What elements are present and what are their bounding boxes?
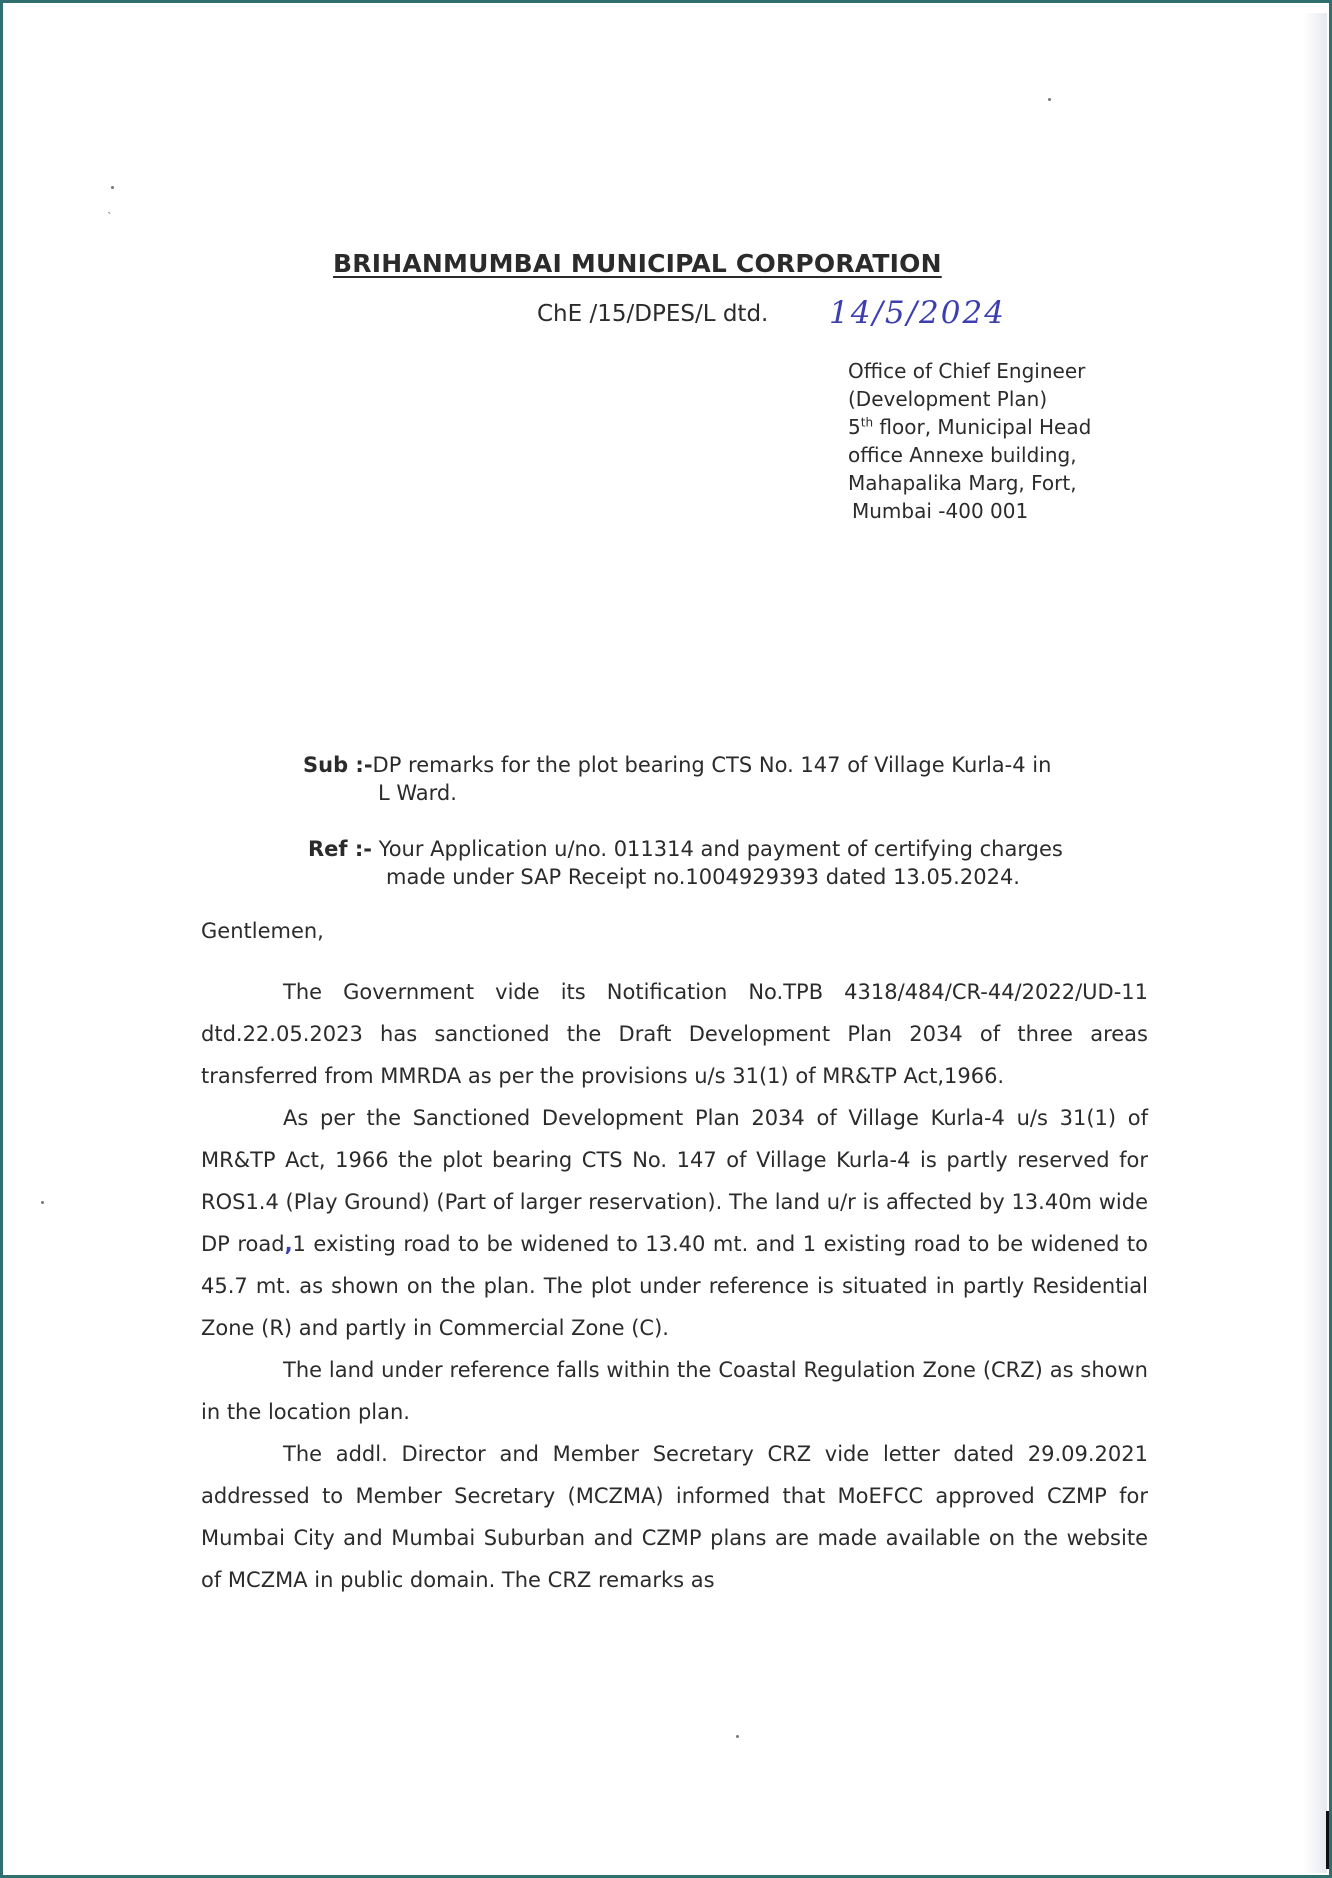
scan-speck: [111, 186, 114, 189]
scan-speck: [1048, 98, 1051, 101]
letter-body: [201, 971, 1148, 1601]
paragraph-reservation: [201, 1097, 1148, 1349]
address-line: Mahapalika Marg, Fort,: [848, 471, 1077, 495]
address-line: Office of Chief Engineer: [848, 359, 1086, 383]
scan-edge-shadow: [1303, 13, 1327, 1873]
subject-text: DP remarks for the plot bearing CTS No. 147 of Village Kurla-4 in: [372, 753, 1052, 777]
subject-text-continued: L Ward.: [378, 781, 457, 805]
reference-text-continued: made under SAP Receipt no.1004929393 dated 13.05.2024.: [386, 865, 1020, 889]
address-line: [848, 413, 1091, 441]
address-floor-rest: floor, Municipal Head: [873, 415, 1092, 439]
address-line: Mumbai -400 001: [852, 499, 1029, 523]
reference-text: Your Application u/no. 011314 and payment of certifying charges: [371, 837, 1063, 861]
handwritten-date: 14/5/2024: [829, 295, 1006, 331]
address-line: office Annexe building,: [848, 443, 1077, 467]
handwritten-comma: ,: [284, 1232, 293, 1256]
salutation: Gentlemen,: [201, 919, 324, 943]
paragraph-notification: The Government vide its Notification No.TPB 4318/484/CR-44/2022/UD-11 dtd.22.05.2023 has sanctioned the Draft Development Plan 2034 of three areas transferred from MMRDA as per the provisions u/s 31(1) of MR&TP Act,1966.: [201, 980, 1148, 1088]
address-line: (Development Plan): [848, 387, 1048, 411]
paragraph-reservation-part1: As per the Sanctioned Development Plan 2034 of Village Kurla-4 u/s 31(1) of MR&TP Act, 1966 the plot bearing CTS No. 147 of Village Kurla-4 is partly reserved for ROS1.4 (Play Ground) (Part of larger reservation). The land u/r is affected by 13.40m wide DP road: [201, 1106, 1148, 1256]
reference-label: Ref :-: [308, 837, 372, 861]
address-floor-suffix: th: [860, 415, 874, 430]
reference-block: [308, 835, 1168, 891]
office-address: [848, 357, 1091, 525]
paragraph-reservation-part2: 1 existing road to be widened to 13.40 mt. and 1 existing road to be widened to 45.7 mt. as shown on the plan. The plot under reference is situated in partly Residential Zone (R) and partly in Commercial Zone (C).: [201, 1232, 1148, 1340]
subject-label: Sub :-: [303, 753, 373, 777]
scan-speck: [41, 1201, 44, 1204]
scan-mark: ˴: [107, 204, 112, 220]
paragraph-crz: The land under reference falls within the Coastal Regulation Zone (CRZ) as shown in the location plan.: [201, 1358, 1148, 1424]
organization-heading: BRIHANMUMBAI MUNICIPAL CORPORATION: [333, 249, 942, 278]
page-edge-mark: [1326, 1811, 1329, 1869]
reference-number: ChE /15/DPES/L dtd.: [537, 301, 769, 327]
address-floor-number: 5: [848, 415, 861, 439]
scan-speck: [736, 1735, 739, 1738]
paragraph-czmp: The addl. Director and Member Secretary CRZ vide letter dated 29.09.2021 addressed to Member Secretary (MCZMA) informed that MoEFCC approved CZMP for Mumbai City and Mumbai Suburban and CZMP plans are made available on the website of MCZMA in public domain. The CRZ remarks as: [201, 1442, 1148, 1592]
subject-block: [303, 751, 1163, 807]
